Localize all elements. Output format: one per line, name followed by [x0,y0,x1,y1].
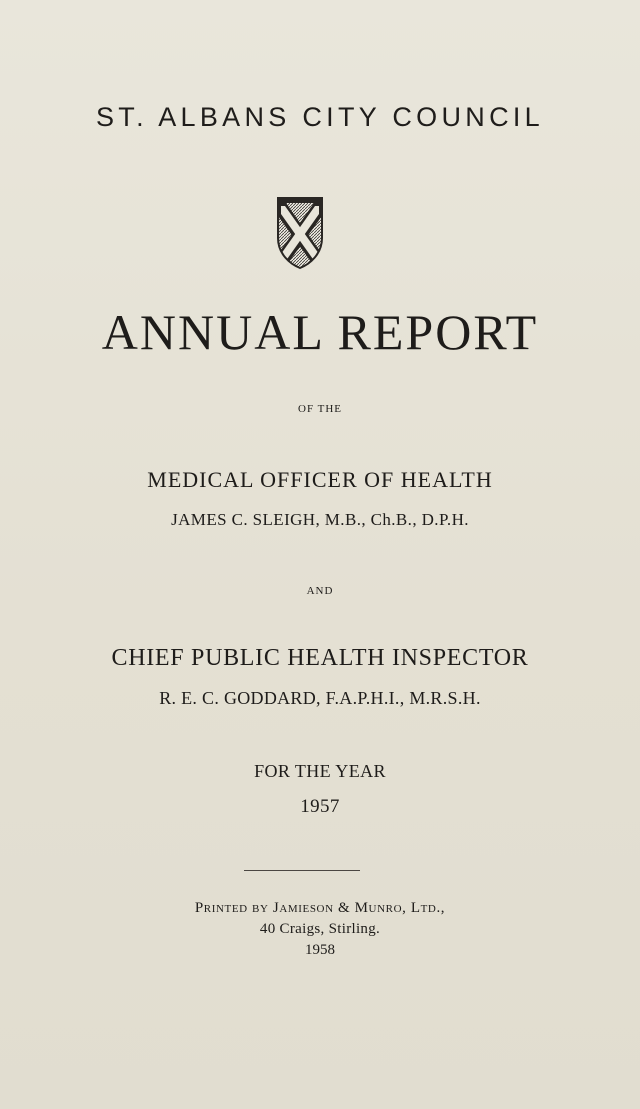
printer-address: 40 Craigs, Stirling. [259,921,381,937]
for-the-year-label: FOR THE YEAR [254,761,386,781]
divider [244,870,360,871]
print-year: 1958 [305,942,335,958]
printer-line: Printed by Jamieson & Munro, Ltd., [194,900,446,916]
and-label: AND [306,585,334,597]
of-the-label: OF THE [298,403,342,415]
officer-name: JAMES C. SLEIGH, M.B., Ch.B., D.P.H. [171,510,469,529]
report-year: 1957 [300,796,340,817]
officer-title: MEDICAL OFFICER OF HEALTH [147,467,493,492]
inspector-title: CHIEF PUBLIC HEALTH INSPECTOR [111,645,529,671]
shield-saltire-icon [272,194,328,270]
report-title: ANNUAL REPORT [101,304,539,360]
council-name: ST. ALBANS CITY COUNCIL [95,102,544,132]
inspector-name: R. E. C. GODDARD, F.A.P.H.I., M.R.S.H. [159,688,481,708]
